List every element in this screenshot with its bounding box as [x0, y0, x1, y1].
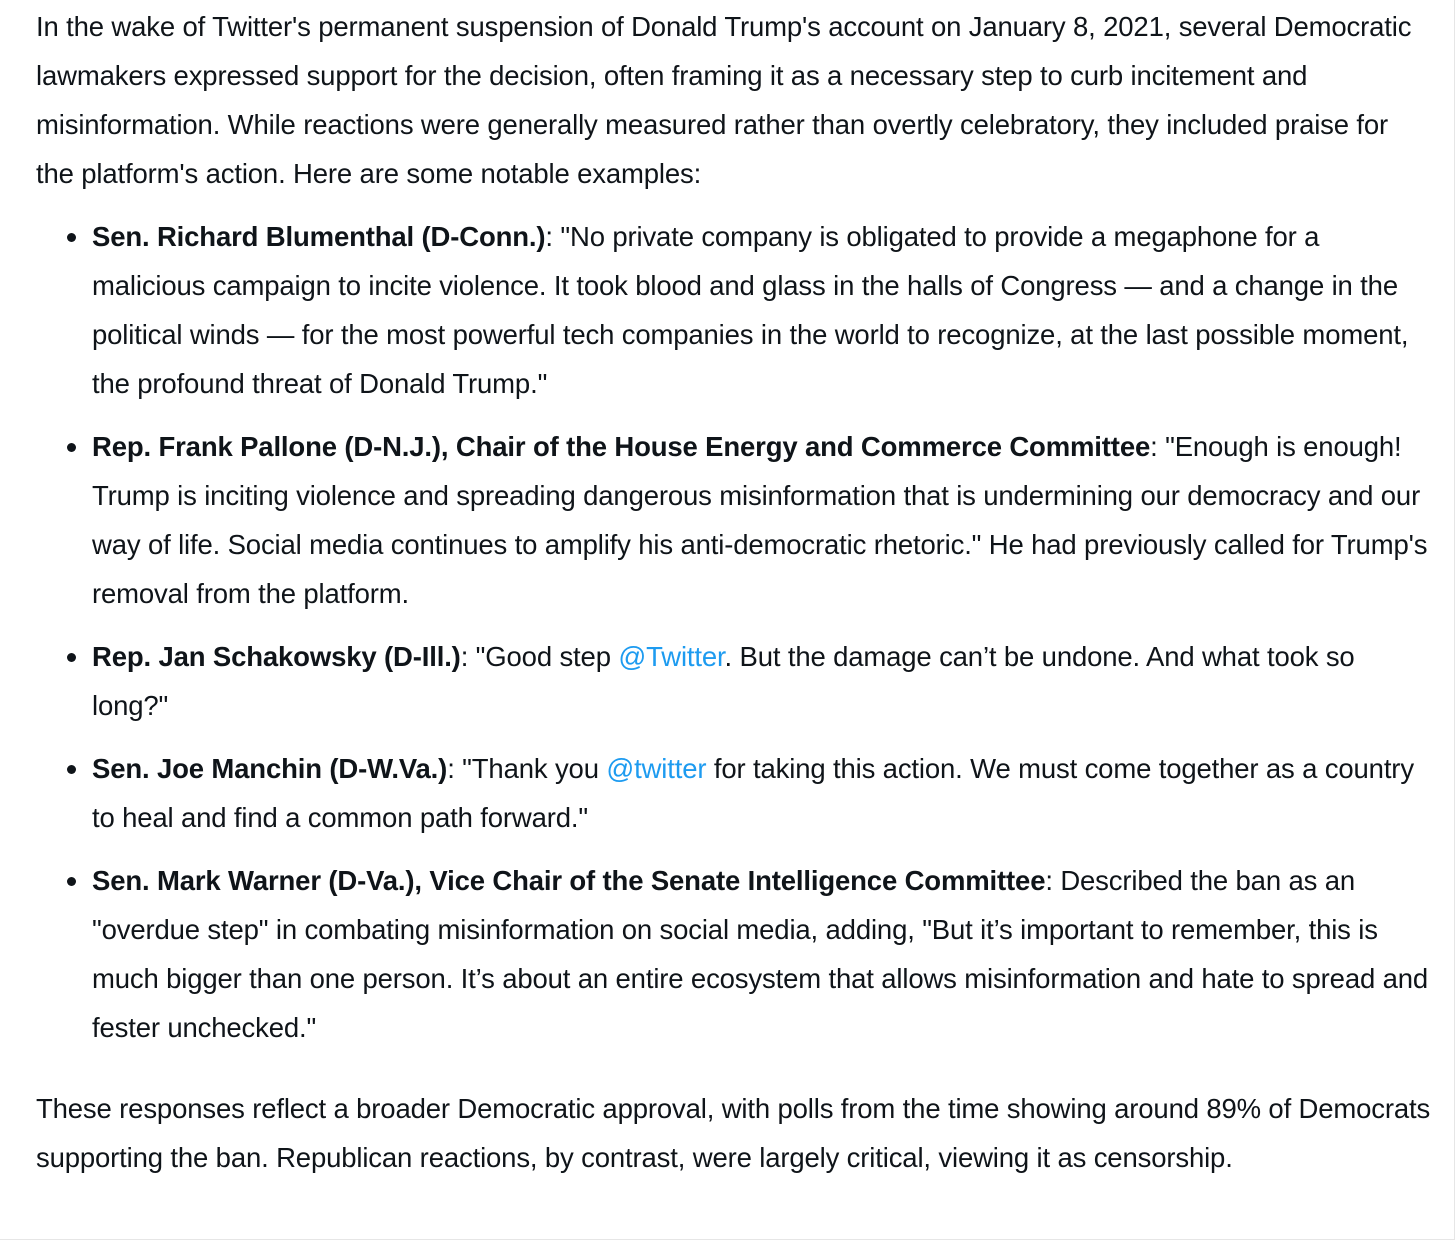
bullet-dot-icon — [67, 443, 76, 452]
list-item-schakowsky — [36, 632, 1431, 730]
quote-text: . But the damage can’t be undone. And what took so long?" — [92, 641, 1355, 721]
lawmaker-name: Sen. Joe Manchin (D-W.Va.) — [92, 753, 448, 784]
response-body — [36, 2, 1431, 1182]
quote-text: : Described the ban as an "overdue step" in combating misinformation on social media, adding, "But it’s important to remember, this is much bigger than one person. It’s about an entire ecosystem that allows misinformation and hate to spread and fester unchecked." — [92, 865, 1429, 1043]
quote-text: for taking this action. We must come together as a country to heal and find a common path forward." — [92, 753, 1414, 833]
quote-text: : "Thank you — [447, 753, 607, 784]
lawmaker-name: Rep. Frank Pallone (D-N.J.), Chair of the House Energy and Commerce Committee — [92, 431, 1151, 462]
intro-paragraph: In the wake of Twitter's permanent suspension of Donald Trump's account on January 8, 2021, several Democratic lawmakers expressed support for the decision, often framing it as a necessary step to curb incitement and misinformation. While reactions were generally measured rather than overtly celebratory, they included praise for the platform's action. Here are some notable examples: — [36, 11, 1412, 189]
closing-paragraph: These responses reflect a broader Democratic approval, with polls from the time showing around 89% of Democrats supporting the ban. Republican reactions, by contrast, were largely critical, viewing it as censorship. — [36, 1093, 1431, 1173]
reactions-list — [36, 212, 1431, 1052]
bullet-dot-icon — [67, 877, 76, 886]
lawmaker-name: Sen. Richard Blumenthal (D-Conn.) — [92, 221, 546, 252]
bullet-dot-icon — [67, 653, 76, 662]
list-item-manchin — [36, 744, 1431, 842]
bullet-dot-icon — [67, 765, 76, 774]
lawmaker-name: Sen. Mark Warner (D-Va.), Vice Chair of the Senate Intelligence Committee — [92, 865, 1046, 896]
list-item-pallone — [36, 422, 1431, 618]
quote-text: : "Enough is enough! Trump is inciting violence and spreading dangerous misinformation that is undermining our democracy and our way of life. Social media continues to amplify his anti-democratic rhetoric." He had previously called for Trump's removal from the platform. — [92, 431, 1428, 609]
twitter-mention-link[interactable]: @twitter — [606, 753, 707, 784]
lawmaker-name: Rep. Jan Schakowsky (D-Ill.) — [92, 641, 461, 672]
quote-text: : "No private company is obligated to provide a megaphone for a malicious campaign to incite violence. It took blood and glass in the halls of Congress — and a change in the political winds — for the most powerful tech companies in the world to recognize, at the last possible moment, the profound threat of Donald Trump." — [92, 221, 1409, 399]
bullet-dot-icon — [67, 233, 76, 242]
list-item-warner — [36, 856, 1431, 1052]
twitter-mention-link[interactable]: @Twitter — [618, 641, 725, 672]
quote-text: : "Good step — [460, 641, 619, 672]
list-item-blumenthal — [36, 212, 1431, 408]
